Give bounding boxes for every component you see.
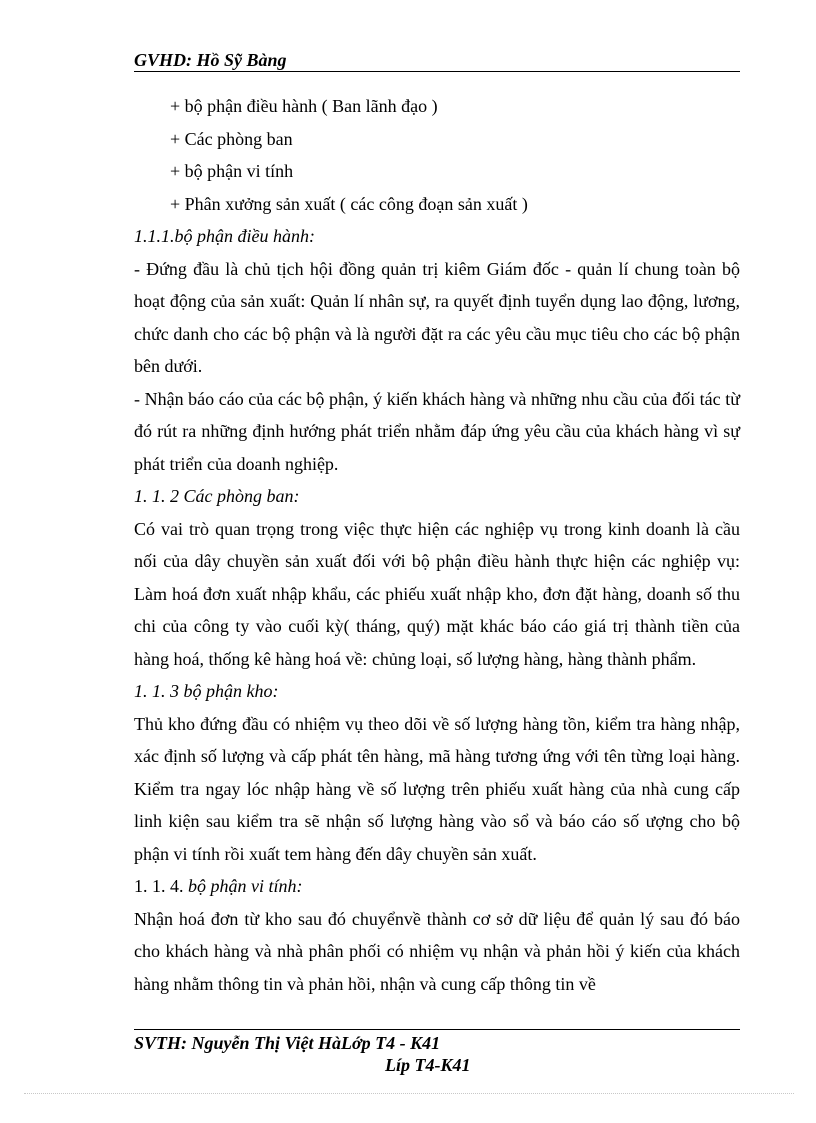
page-bottom-border (24, 1093, 794, 1094)
footer-line-1: SVTH: Nguyễn Thị Việt HàLớp T4 - K41 (134, 1033, 441, 1053)
bullet-item: + bộ phận điều hành ( Ban lãnh đạo ) (170, 96, 438, 116)
bullet-item: + bộ phận vi tính (170, 161, 294, 181)
section-heading: 1. 1. 2 Các phòng ban: (134, 486, 300, 506)
footer-line-2: Líp T4-K41 (385, 1055, 471, 1075)
footer-rule (134, 1029, 740, 1030)
paragraph: - Nhận báo cáo của các bộ phận, ý kiến khách hàng và những nhu cầu của đối tác từ đó rút ra những định hướng phát triển nhằm đáp ứng yêu cầu của khách hàng vì sự phát triển của doanh nghiệp. (134, 388, 740, 474)
section-heading: 1. 1. 3 bộ phận kho: (134, 681, 279, 701)
paragraph: Nhận hoá đơn từ kho sau đó chuyểnvề thành cơ sở dữ liệu để quản lý sau đó báo cho khách hàng và nhà phân phối có nhiệm vụ nhận và phản hồi ý kiến của khách hàng nhằm thông tin và phản hồi, nhận và cung cấp thông tin về (134, 908, 740, 994)
paragraph: - Đứng đầu là chủ tịch hội đồng quản trị kiêm Giám đốc - quản lí chung toàn bộ hoạt động của sản xuất: Quản lí nhân sự, ra quyết định tuyển dụng lao động, lương, chức danh cho các bộ phận và là người đặt ra các yêu cầu mục tiêu cho các bộ phận bên dưới. (134, 258, 740, 376)
section-heading (134, 870, 740, 903)
header-rule (134, 71, 740, 72)
section-number: 1. 1. 4. (134, 876, 188, 896)
paragraph: Thủ kho đứng đầu có nhiệm vụ theo dõi về số lượng hàng tồn, kiểm tra hàng nhập, xác định số lượng và cấp phát tên hàng, mã hàng tương ứng với tên từng loại hàng. Kiểm tra ngay lóc nhập hàng về số lượng trên phiếu xuất hàng của nhà cung cấp linh kiện sau kiểm tra sẽ nhận số lượng hàng vào sổ và báo cáo số ượng cho bộ phận vi tính rồi xuất tem hàng đến dây chuyền sản xuất. (134, 713, 740, 864)
document-body (134, 90, 740, 1000)
bullet-item: + Phân xưởng sản xuất ( các công đoạn sản xuất ) (170, 193, 528, 214)
paragraph: Có vai trò quan trọng trong việc thực hiện các nghiệp vụ trong kinh doanh là cầu nối của dây chuyền sản xuất đối với bộ phận điều hành thực hiện các nghiệp vụ: Làm hoá đơn xuất nhập khẩu, các phiếu xuất nhập kho, đơn đặt hàng, doanh số thu chi của công ty vào cuối kỳ( tháng, quý) mặt khác báo cáo giá trị thành tiền của hàng hoá, thống kê hàng hoá về: chủng loại, số lượng hàng, hàng thành phẩm. (134, 518, 740, 669)
section-heading: 1.1.1.bộ phận điều hành: (134, 226, 315, 246)
section-heading-text: bộ phận vi tính: (188, 876, 303, 896)
bullet-item: + Các phòng ban (170, 128, 293, 149)
page-header: GVHD: Hồ Sỹ Bàng (134, 50, 287, 70)
